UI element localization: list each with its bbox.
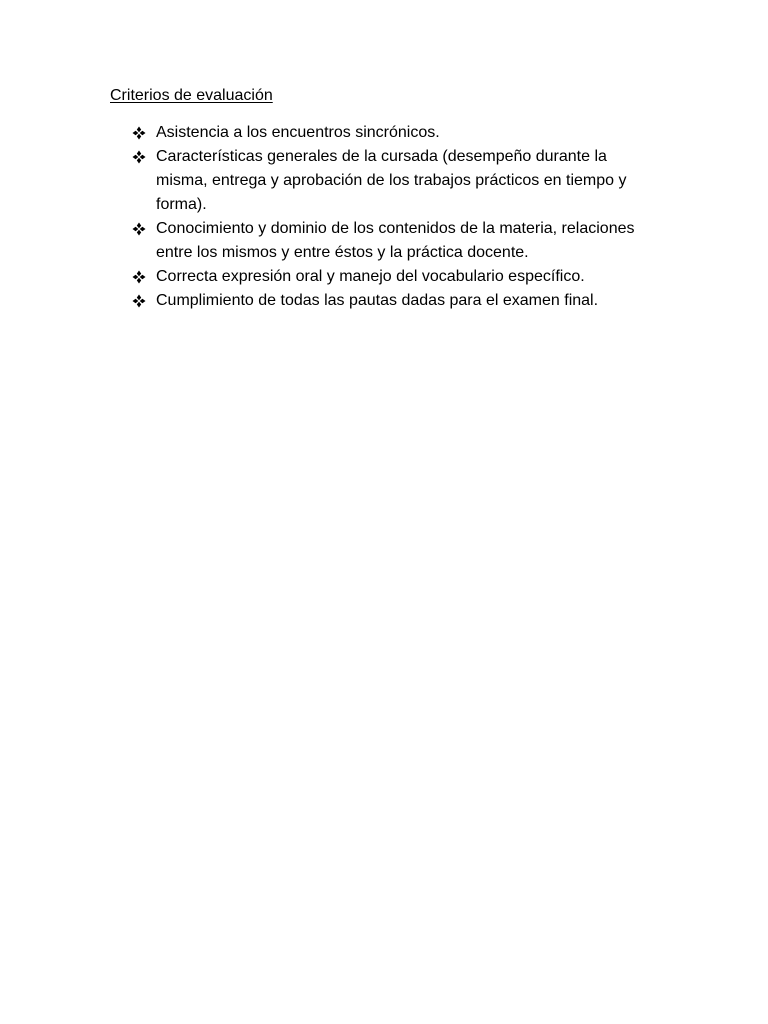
list-item [132, 289, 662, 313]
section-heading: Criterios de evaluación [110, 87, 273, 104]
list-item [132, 265, 662, 289]
criteria-text: Conocimiento y dominio de los contenidos de la materia, relaciones entre los mismos y entre éstos y la práctica docente. [156, 220, 635, 261]
diamond-bullet-icon [132, 150, 146, 164]
diamond-bullet-icon [132, 222, 146, 236]
criteria-text: Características generales de la cursada (desempeño durante la misma, entrega y aprobación de los trabajos prácticos en tiempo y forma). [156, 148, 627, 213]
diamond-bullet-icon [132, 270, 146, 284]
list-item [132, 121, 662, 145]
diamond-bullet-icon [132, 126, 146, 140]
criteria-text: Asistencia a los encuentros sincrónicos. [156, 124, 440, 141]
criteria-text: Cumplimiento de todas las pautas dadas para el examen final. [156, 292, 599, 309]
diamond-bullet-icon [132, 294, 146, 308]
list-item [132, 145, 662, 217]
list-item [132, 217, 662, 265]
criteria-text: Correcta expresión oral y manejo del vocabulario específico. [156, 268, 585, 285]
criteria-list [132, 121, 662, 313]
